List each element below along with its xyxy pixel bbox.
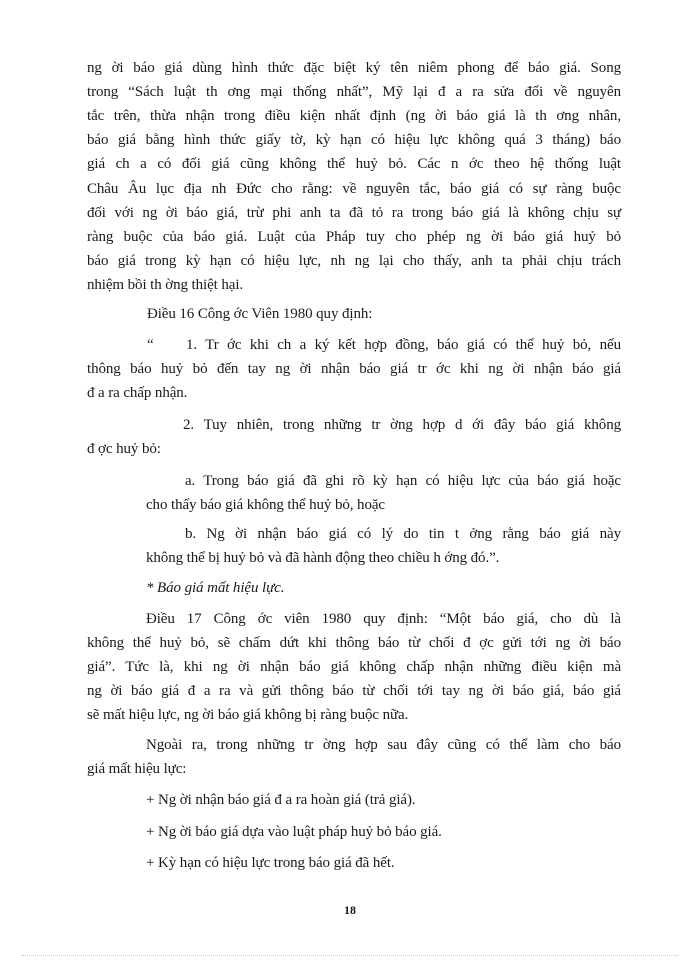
page-number: 18 xyxy=(344,903,356,917)
text-line: ng ời báo giá dùng hình thức đặc biệt ký tên niêm phong để báo giá. Song xyxy=(87,60,621,76)
text-line: không thể bị huỷ bỏ và đã hành động theo chiều h ớng đó.”. xyxy=(146,550,500,567)
text-line: a. Trong báo giá đã ghi rõ kỳ hạn có hiệu lực của báo giá hoặc xyxy=(185,472,621,489)
list-item: + Kỳ hạn có hiệu lực trong báo giá đã hết. xyxy=(146,854,395,871)
text-line: đ a ra chấp nhận. xyxy=(87,385,188,402)
text-line: b. Ng ời nhận báo giá có lý do tin t ởng rằng báo giá này xyxy=(185,526,621,543)
text-line: sẽ mất hiệu lực, ng ời báo giá không bị ràng buộc nữa. xyxy=(87,707,409,724)
section-heading: * Báo giá mất hiệu lực. xyxy=(146,579,285,596)
text-line: ng ời báo giá đ a ra và gửi thông báo từ chối tới tay ng ời báo giá, báo giá xyxy=(87,683,621,700)
text-line: tắc trên, thừa nhận trong điều kiện nhất định (ng ời báo giá là th ơng nhân, xyxy=(87,108,621,125)
text-line: thông báo huỷ bỏ đến tay ng ời nhận báo giá tr ớc khi ng ời nhận báo giá xyxy=(87,360,621,377)
text-line: đối với ng ời báo giá, trừ phi anh ta đã tỏ ra trong báo giá là không chịu sự xyxy=(87,204,621,221)
text-line: báo giá bằng hình thức giấy tờ, kỳ hạn có hiệu lực không quá 3 tháng) báo xyxy=(87,132,621,149)
text-line: Châu Âu lục địa nh Đức cho rằng: về nguyên tắc, báo giá có sự ràng buộc xyxy=(87,180,621,197)
page-bottom-border xyxy=(22,955,678,956)
text-line: trong “Sách luật th ơng mại thống nhất”, Mỹ lại đ a ra sửa đổi về nguyên xyxy=(87,84,621,101)
text-line: 1. Tr ớc khi ch a ký kết hợp đồng, báo giá có thể huỷ bỏ, nếu xyxy=(186,336,621,353)
text-line: đ ợc huỷ bỏ: xyxy=(87,441,161,458)
text-line: cho thấy báo giá không thể huỷ bỏ, hoặc xyxy=(146,496,385,513)
article-heading: Điều 16 Công ớc Viên 1980 quy định: xyxy=(147,305,373,322)
text-line: 2. Tuy nhiên, trong những tr ờng hợp d ới đây báo giá không xyxy=(183,417,621,434)
text-line: giá”. Tức là, khi ng ời nhận báo giá không chấp nhận những điều kiện mà xyxy=(87,659,621,676)
open-quote: “ xyxy=(147,336,154,353)
list-item: + Ng ời báo giá dựa vào luật pháp huỷ bỏ báo giá. xyxy=(146,823,442,840)
text-line: giá mất hiệu lực: xyxy=(87,761,187,777)
text-line: báo giá trong kỳ hạn có hiệu lực, nh ng lại cho thấy, anh ta phải chịu trách xyxy=(87,252,621,269)
text-line: không thể huỷ bỏ, sẽ chấm dứt khi thông báo từ chối đ ợc gửi tới ng ời báo xyxy=(87,635,621,652)
list-item: + Ng ời nhận báo giá đ a ra hoàn giá (trả giá). xyxy=(146,792,416,809)
text-line: Ngoài ra, trong những tr ờng hợp sau đây cũng có thể làm cho báo xyxy=(146,736,621,753)
text-line: Điều 17 Công ớc viên 1980 quy định: “Một báo giá, cho dù là xyxy=(146,611,621,627)
text-line: nhiệm bồi th ờng thiệt hại. xyxy=(87,277,244,293)
text-line: ràng buộc của báo giá. Luật của Pháp tuy cho phép ng ời báo giá huỷ bỏ xyxy=(87,228,621,245)
text-line: giá ch a có đối giá cũng không thể huỷ bỏ. Các n ớc theo hệ thống luật xyxy=(87,156,621,173)
